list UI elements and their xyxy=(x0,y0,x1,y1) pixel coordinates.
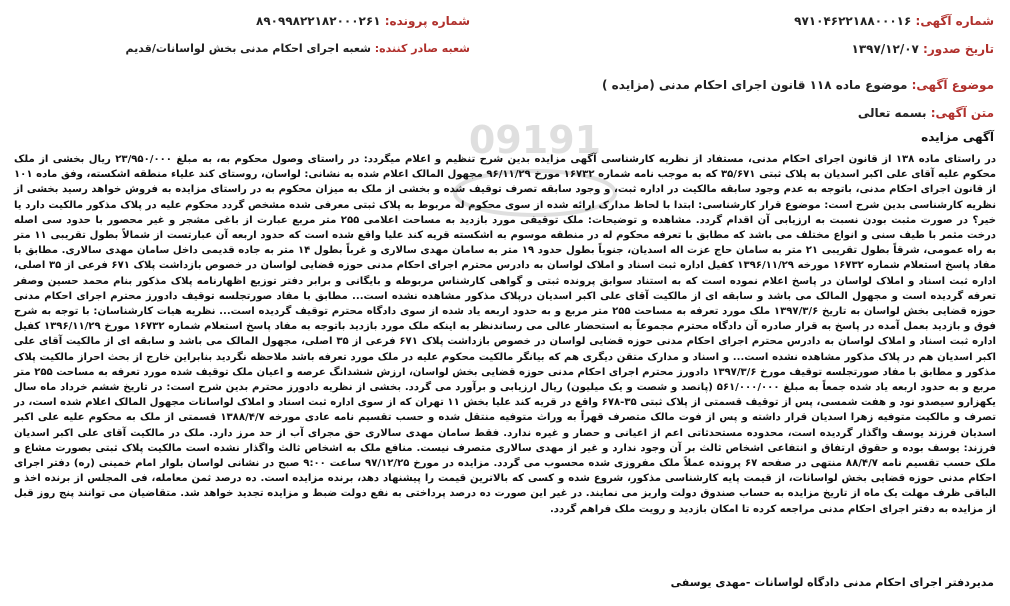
issue-date-label: تاریخ صدور: xyxy=(923,42,994,56)
issue-date-row xyxy=(852,42,995,56)
signature: مدیردفتر اجرای احکام مدنی دادگاه لواسانات -مهدی یوسفی xyxy=(670,576,994,589)
notice-heading: آگهی مزایده xyxy=(921,130,994,144)
ad-number-row xyxy=(794,14,994,28)
body-label-row xyxy=(858,106,994,120)
notice-paragraph: در راستای ماده ۱۳۸ از قانون اجرای احکام مدنی، مستفاد از نظریه کارشناسی آگهی مزایده بدین شرح تنظیم و اعلام میگردد: در راستای وصول محکوم به، به مبلغ ۲۳/۹۵۰/۰۰۰ ریال بخشی از ملک محکوم علیه آقای علی اکبر اسدیان به پلاک ثبتی ۳۵/۶۷۱ که به موجب نامه شماره ۱۶۷۳۲ مورخ ۹۶/۱۱/۲۹ مجهول المالک اعلام شده به نشانی: لواسان، روستای کند علیاء منطقه اشکسته، وفق ماده ۱۰۱ از قانون اجرای احکام مدنی، باتوجه به عدم وجود سابقه مالکیت در اداره ثبت، و وجود سابقه تصرف توقیف شده و بخشی از ملک به میزان محکوم به در راستای مزایده به فروش خواهد رسید بخشی از نظریه کارشناسی بدین شرح است: موضوع قرار کارشناسی: ابتدا با لحاظ مدارک ارائه شده از سوی محکوم له مربوط به پلاک ثبتی معرفی شده مشخص گردد محکوم علیه در پلاک مذکور مالکیت دارد یا خیر؟ در صورت مثبت بودن نسبت به ارزیابی آن اقدام گردد. مشاهده و توضیحات: ملک توقیفی مورد بازدید به مساحت اعلامی ۲۵۵ متر مربع عبارت از باغی مشجر و غیر محصور با حدود سی اصله درخت مثمر با طیف سنی و انواع مختلف می باشد که مطابق با تعرفه محکوم له در منطقه موسوم به اشکسته قریه کند علیا واقع شده است که حدود اربعه آن عبارتست از شمالاً بطول تقریبی ۱۱ متر به راه عمومی، شرقاً بطول تقریبی ۲۱ متر به سامان حاج عزت اله اسدیان، جنوباً بطول حدود ۱۹ متر به سامان مهدی سالاری و غرباً بطول ۱۴ متر به جاده قدیمی داخل سامان مهدی سالاری. مطابق با مفاد پاسخ استعلام شماره ۱۶۷۳۲ مورخه ۱۳۹۶/۱۱/۲۹ کفیل اداره ثبت اسناد و املاک لواسان به دادرس محترم اجرای احکام مدنی حوزه قضایی لواسان در خصوص بازداشت پلاک ۶۷۱ فرعی از ۳۵ اصلی، اداره ثبت اسناد و املاک لواسان در پاسخ اعلام نموده است که به استناد سوابق پرونده ثبتی و گواهی کارشناس مربوطه و بایگانی و برابر دفتر توزیع اظهارنامه پلاک مذکور بنام محمد حسین وصفر تعرفه گردیده است و مجهول المالک می باشد و سابقه ای از مالکیت آقای علی اکبر اسدیان درپلاک مذکور مشاهده نشده است... مطابق با مفاد صورتجلسه توقیف دادورز محترم اجرای احکام مدنی حوزه قضایی بخش لواسان به تاریخ ۱۳۹۷/۳/۶ ملک مورد تعرفه به مساحت ۲۵۵ متر مربع و به حدود اربعه یاد شده از سوی دادگاه محترم توقیف گردیده است... نظریه هیات کارشناسان: با توجه به شرح فوق و بازدید بعمل آمده در پاسخ به قرار صادره آن دادگاه محترم مجموعاً به استحضار عالی می رساندنظر به اینکه ملک مورد بازدید باتوجه به مفاد پاسخ استعلام شماره ۱۶۷۳۲ مورخ ۱۳۹۶/۱۱/۲۹ کفیل اداره ثبت اسناد و املاک لواسان به دادرس محترم اجرای احکام مدنی حوزه قضایی لواسان در خصوص بازداشت پلاک ۶۷۱ فرعی از ۳۵ اصلی، مجهول المالک می باشد و سابقه ای از مالکیت آقای علی اکبر اسدیان هم در پلاک مذکور مشاهده نشده است... و اسناد و مدارک متقن دیگری هم که بیانگر مالکیت محکوم علیه در ملک مورد تعرفه باشد ملاحظه نگردید بنابراین خارج از بحث احراز مالکیت پلاک مذکور و مطابق با مفاد صورتجلسه توقیف مورخ ۱۳۹۷/۳/۶ دادورز محترم اجرای احکام مدنی حوزه قضایی بخش لواسان، ارزش ششدانگ عرصه و اعیان ملک توقیف شده مورد تعرفه به مساحت ۲۵۵ متر مربع و به حدود اربعه یاد شده جمعاً به مبلغ ۵۶۱/۰۰۰/۰۰۰ (پانصد و شصت و یک میلیون) ریال ارزیابی و برآورد می گردد. بخشی از نظریه دادورز محترم بدین شرح است: در تاریخ ششم خرداد ماه سال یکهزارو سیصدو نود و هفت شمسی، پس از توقیف قسمتی از پلاک ثبتی ۳۵-۶۷۸ واقع در قریه کند علیا بخش ۱۱ تهران که از سوی اداره ثبت اسناد و املاک لواسانات مجهول المالک اعلام شده است، در تصرف و مالکیت متوفیه زهرا اسدیان قرار داشته و پس از فوت مالک متصرف قهراً به وراث متوفیه منتقل شده و حسب تقسیم نامه عادی مورخه ۱۳۸۸/۴/۷ قسمتی از ملک به محکوم علیه علی اکبر اسدیان فرزند یوسف واگذار گردیده است، محدوده مستحدثاتی اعم از اعیانی و حصار و غیره ندارد. فقط سامان مهدی سالاری حق مجرای آب از حد مرز دارد. ملک در مالکیت آقای علی اکبر اسدیان فرزند: یوسف بوده و حقوق ارتفاق و انتفاعی اشخاص ثالث بر آن وجود ندارد و غیر از مهدی سالاری متصرف نیست. منافع ملک به اشخاص ثالث واگذار نشده است مالکیت پلاک ثبتی بصورت مشاع و ملک حسب تقسیم نامه ۸۸/۴/۷ منتهی در صفحه ۶۷ پرونده عملاً ملک مفروزی شده محسوب می گردد. مزایده در مورخ ۹۷/۱۲/۲۵ ساعت ۹:۰۰ صبح در نشانی لواسان بلوار امام خمینی (ره) دفتر اجرای احکام مدنی حوزه قضایی بخش لواسانات، از قیمت پایه کارشناسی مذکور، شروع شده و کسی که بالاترین قیمت را پیشنهاد دهد، برنده مزایده است. ده درصد ثمن معامله، فی المجلس از برنده اخذ و الباقی ظرف مهلت یک ماه از تاریخ مزایده به حساب صندوق دولت واریز می نمایند. در غیر این صورت ده درصد پرداختی به نفع دولت ضبط و مزایده تجدید خواهد شد. متقاضیان می توانند پنج روز قبل از مزایده به دفتر اجرای احکام مدنی مراجعه کرده تا امکان بازدید و رویت ملک فراهم گردد. xyxy=(14,154,997,515)
issuing-branch-label: شعبه صادر کننده: xyxy=(374,42,470,55)
issuing-branch-row xyxy=(126,42,471,55)
case-number: ۸۹۰۹۹۸۲۲۱۸۲۰۰۰۲۶۱ xyxy=(256,14,381,28)
subject-value: موضوع ماده ۱۱۸ قانون اجرای احکام مدنی (مزایده ) xyxy=(602,78,908,92)
case-number-row xyxy=(256,14,470,28)
watermark-text: 09191 xyxy=(468,118,602,162)
body-label: متن آگهی: xyxy=(930,106,994,120)
issuing-branch: شعبه اجرای احکام مدنی بخش لواسانات/قدیم xyxy=(125,42,371,55)
subject-label: موضوع آگهی: xyxy=(911,78,994,92)
ad-number-label: شماره آگهی: xyxy=(915,14,994,28)
case-number-label: شماره پرونده: xyxy=(384,14,470,28)
subject-row xyxy=(602,78,994,92)
invocation: بسمه تعالی xyxy=(857,106,927,120)
notice-body xyxy=(14,152,996,517)
ad-number: ۹۷۱۰۴۶۲۲۱۸۸۰۰۰۱۶ xyxy=(794,14,912,28)
issue-date: ۱۳۹۷/۱۲/۰۷ xyxy=(851,42,919,56)
